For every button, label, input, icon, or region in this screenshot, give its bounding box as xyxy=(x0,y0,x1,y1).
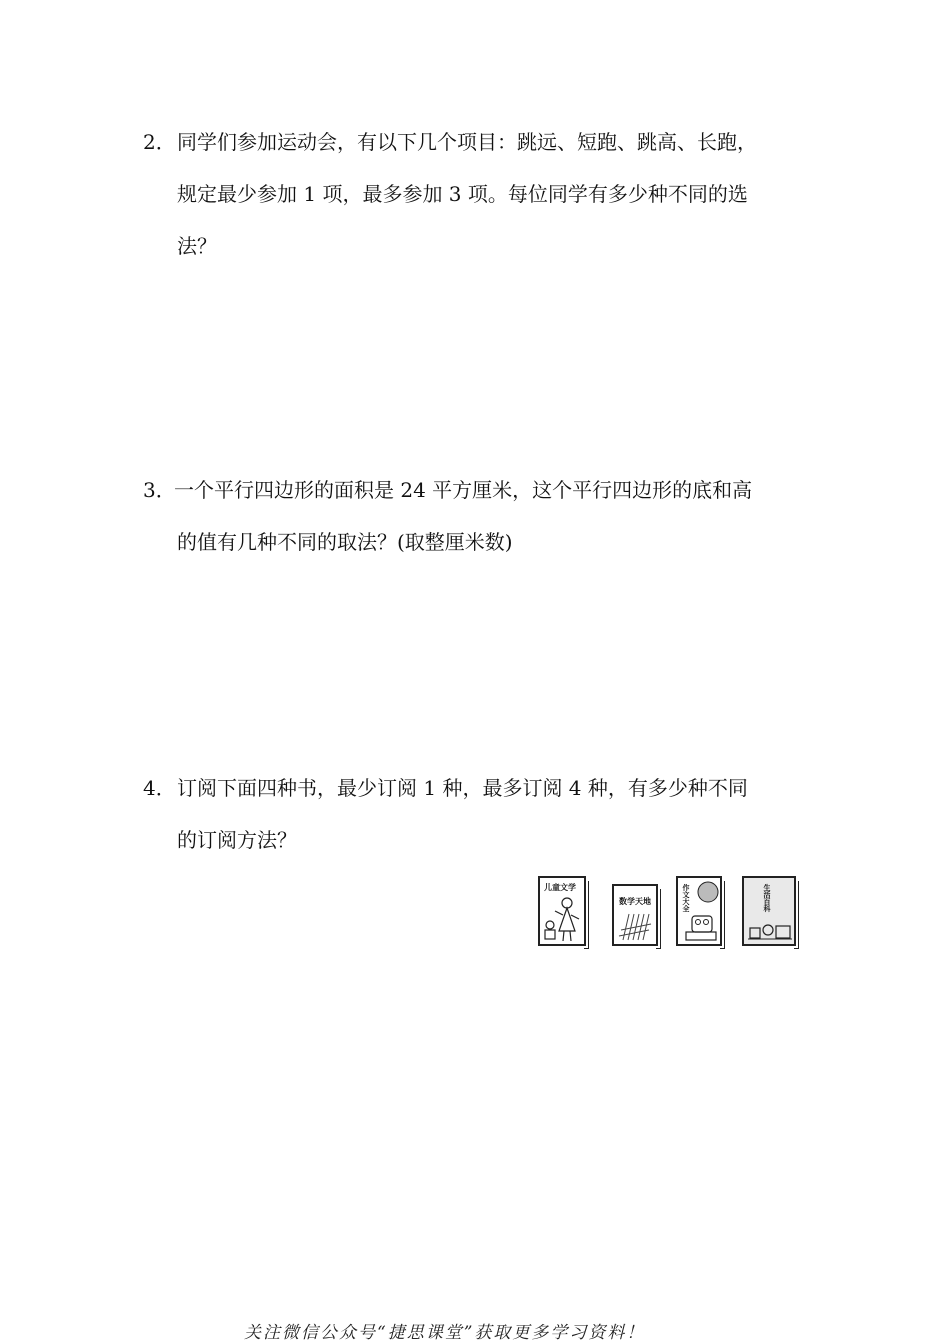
problem-text-line: 的值有几种不同的取法？(取整厘米数) xyxy=(177,530,513,554)
problem-text-line: 规定最少参加 1 项，最多参加 3 项。每位同学有多少种不同的选 xyxy=(177,182,748,206)
book-math-world xyxy=(612,884,658,946)
books-illustration xyxy=(536,874,806,952)
problem-number: 2． xyxy=(143,130,176,154)
problem-text-line: 的订阅方法？ xyxy=(177,828,297,852)
problem-text-line: 订阅下面四种书，最少订阅 1 种，最多订阅 4 种，有多少种不同 xyxy=(177,776,748,800)
book-title: 生活百科 xyxy=(763,884,771,912)
problem-number: 3． xyxy=(143,478,176,502)
problem-number: 4． xyxy=(143,776,176,800)
pencils-illustration-icon xyxy=(615,910,657,942)
problem-text-line: 同学们参加运动会，有以下几个项目：跳远、短跑、跳高、长跑， xyxy=(177,130,757,154)
book-children-literature xyxy=(538,876,586,946)
book-title: 数学天地 xyxy=(619,897,651,906)
book-composition xyxy=(676,876,722,946)
girl-illustration-icon xyxy=(541,893,585,945)
problem-text-line: 法？ xyxy=(177,234,217,258)
footer-note: 关注微信公众号“捷思课堂”获取更多学习资料！ xyxy=(244,1323,646,1343)
robot-illustration-icon xyxy=(678,878,722,944)
book-life-encyclopedia xyxy=(742,876,796,946)
problem-text-line: 一个平行四边形的面积是 24 平方厘米，这个平行四边形的底和高 xyxy=(174,478,753,502)
book-title: 作文大全 xyxy=(682,884,690,912)
book-title: 儿童文学 xyxy=(544,883,576,892)
toys-illustration-icon xyxy=(744,878,796,944)
